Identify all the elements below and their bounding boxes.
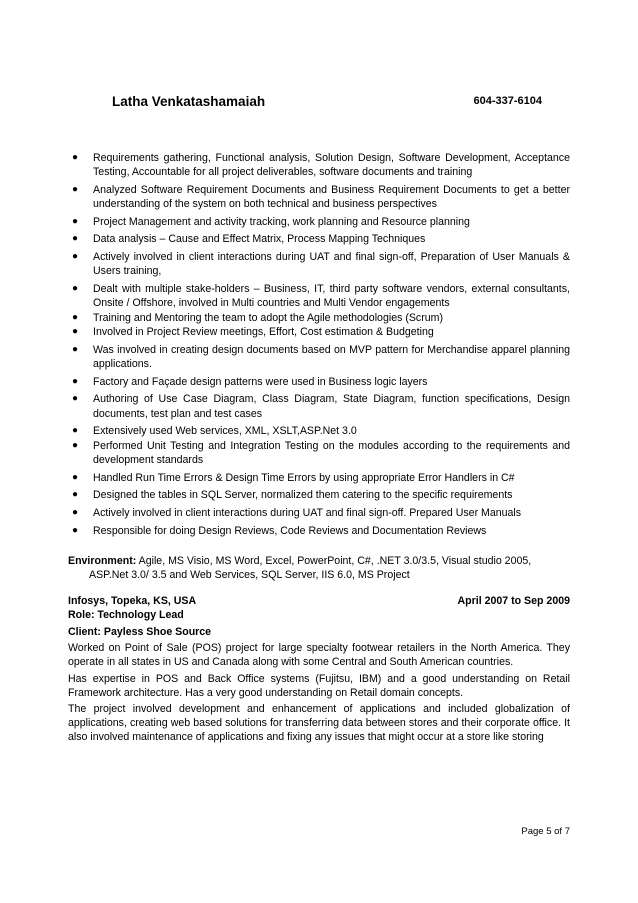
list-item: ● Was involved in creating design documents based on MVP pattern for Merchandise apparel planning applications. <box>72 343 570 371</box>
list-item: ● Responsible for doing Design Reviews, Code Reviews and Documentation Reviews <box>72 524 487 537</box>
bullet-icon: ● <box>72 233 79 245</box>
bullet-icon: ● <box>72 471 79 483</box>
candidate-name: Latha Venkatashamaiah <box>112 94 266 109</box>
bullet-icon: ● <box>72 326 79 338</box>
bullet-icon: ● <box>72 506 79 518</box>
job-paragraph: The project involved development and enhancement of applications and included globalization of applications, creating web based solutions for transferring data between stores and their corporate office. It also involved maintenance of applications and fixing any issues that might occur at a store like storing <box>68 703 570 744</box>
bullet-icon: ● <box>72 282 79 294</box>
list-item: ● Extensively used Web services, XML, XSLT,ASP.Net 3.0 <box>72 425 357 438</box>
job-paragraph: Has expertise in POS and Back Office systems (Fujitsu, IBM) and a good understanding on Retail Framework architecture. Has a very good understanding on Retail domain concepts. <box>68 672 570 699</box>
page-number: Page 5 of 7 <box>521 826 570 837</box>
list-item: ● Handled Run Time Errors & Design Time Errors by using appropriate Error Handlers in C# <box>72 471 515 484</box>
list-item: ● Analyzed Software Requirement Documents and Business Requirement Documents to get a better understanding of the system on both technical and business perspectives <box>72 183 570 210</box>
list-item: ● Factory and Façade design patterns were used in Business logic layers <box>72 375 428 388</box>
environment-line-2: ASP.Net 3.0/ 3.5 and Web Services, SQL Server, IIS 6.0, MS Project <box>89 569 410 582</box>
job-section <box>68 594 570 745</box>
job-heading <box>68 594 570 608</box>
list-item: ● Requirements gathering, Functional analysis, Solution Design, Software Development, Acceptance Testing, Accountable for all project deliverables, software documents and training <box>72 152 570 179</box>
job-role: Role: Technology Lead <box>68 609 184 621</box>
bullet-icon: ● <box>72 425 79 437</box>
bullet-icon: ● <box>72 215 79 227</box>
environment-line-1: Agile, MS Visio, MS Word, Excel, PowerPoint, C#, .NET 3.0/3.5, Visual studio 2005, <box>138 555 532 567</box>
bullet-icon: ● <box>72 152 79 163</box>
job-client: Client: Payless Shoe Source <box>68 626 212 638</box>
environment-label: Environment: <box>68 555 137 567</box>
company-location: Infosys, Topeka, KS, USA <box>68 595 197 607</box>
environment-section <box>68 554 570 582</box>
resume-header <box>112 94 542 114</box>
list-item: ● Training and Mentoring the team to adopt the Agile methodologies (Scrum) <box>72 311 443 324</box>
job-paragraph: Worked on Point of Sale (POS) project for large specialty footwear retailers in the North America. They operate in all states in US and Canada along with some Central and South American countries. <box>68 642 570 669</box>
list-item: ● Dealt with multiple stake-holders – Business, IT, third party software vendors, external consultants, Onsite / Offshore, involved in Multi countries and Multi Vendor engagements <box>72 282 570 309</box>
bullet-icon: ● <box>72 250 79 262</box>
bullet-icon: ● <box>72 183 79 195</box>
list-item: ● Authoring of Use Case Diagram, Class Diagram, State Diagram, function specifications, Design documents, test plan and test cases <box>72 393 570 420</box>
bullet-icon: ● <box>72 489 79 501</box>
list-item: ● Designed the tables in SQL Server, normalized them catering to the specific requirements <box>72 489 513 502</box>
list-item: ● Project Management and activity tracking, work planning and Resource planning <box>72 215 470 228</box>
bullet-icon: ● <box>72 311 79 323</box>
list-item: ● Involved in Project Review meetings, Effort, Cost estimation & Budgeting <box>72 326 434 339</box>
bullet-icon: ● <box>72 439 79 451</box>
candidate-phone: 604-337-6104 <box>473 95 542 107</box>
list-item: ● Performed Unit Testing and Integration Testing on the modules according to the requirements and development standards <box>72 439 570 467</box>
job-dates: April 2007 to Sep 2009 <box>457 595 570 607</box>
bullet-icon: ● <box>72 524 79 536</box>
list-item: ● Actively involved in client interactions during UAT and final sign-off, Preparation of User Manuals & Users training, <box>72 250 570 277</box>
list-item: ● Data analysis – Cause and Effect Matrix, Process Mapping Techniques <box>72 233 426 246</box>
bullet-icon: ● <box>72 375 79 387</box>
bullet-icon: ● <box>72 393 79 405</box>
list-item: ● Actively involved in client interactions during UAT and final sign-off. Prepared User Manuals <box>72 506 522 519</box>
bullet-icon: ● <box>72 343 79 355</box>
responsibilities-list <box>68 151 570 541</box>
